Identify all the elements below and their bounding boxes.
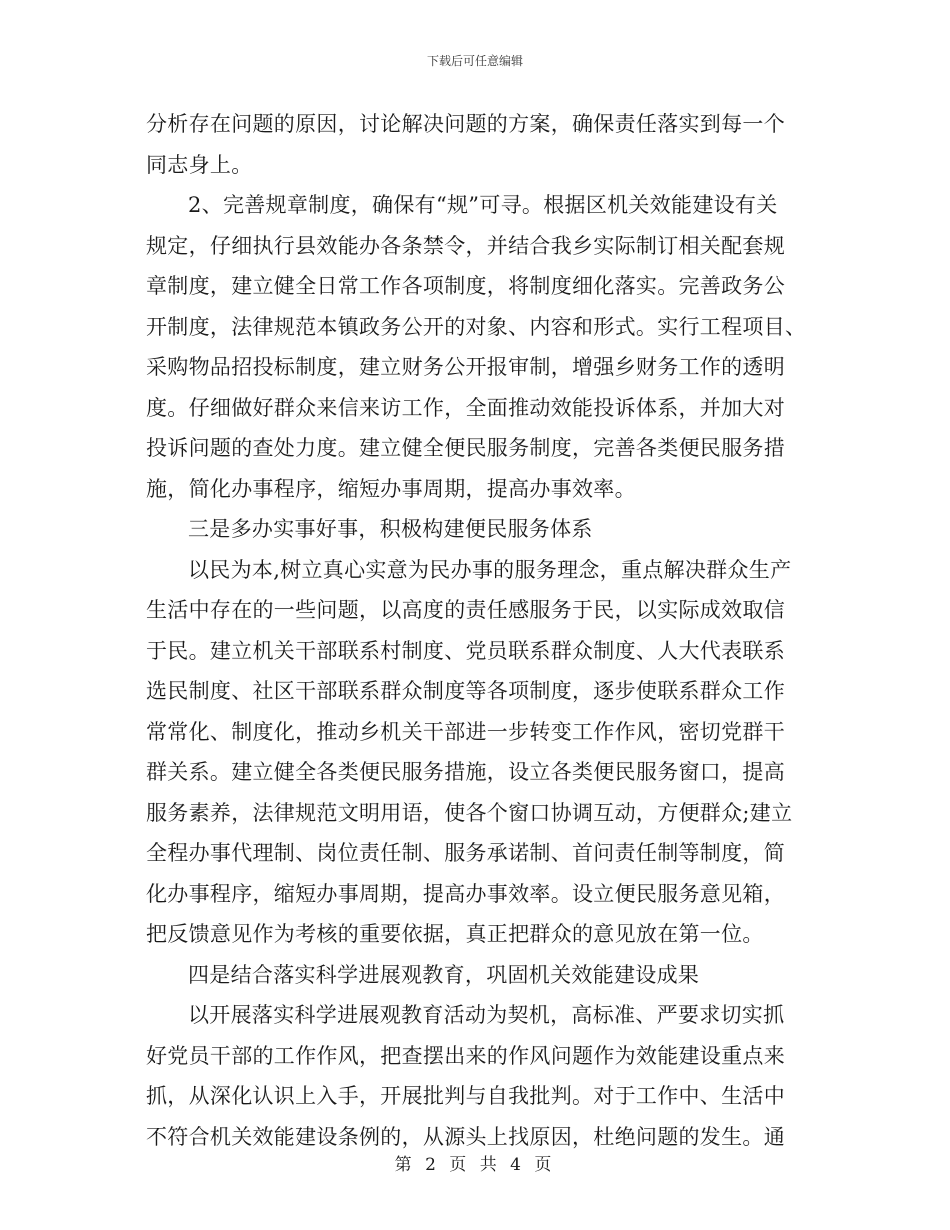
text-line: 选民制度、社区干部联系群众制度等各项制度，逐步使联系群众工作 — [146, 679, 785, 703]
text-line: 生活中存在的一些问题，以高度的责任感服务于民，以实际成效取信 — [146, 598, 785, 622]
text-line: 分析存在问题的原因，讨论解决问题的方案，确保责任落实到每一个 — [146, 112, 785, 136]
text-line: 以开展落实科学进展观教育活动为契机，高标准、严要求切实抓 — [188, 1003, 785, 1027]
document-body — [146, 104, 808, 1157]
text-line: 采购物品招投标制度，建立财务公开报审制，增强乡财务工作的透明 — [146, 355, 785, 379]
text-line: 规定，仔细执行县效能办各条禁令，并结合我乡实际制订相关配套规 — [146, 233, 785, 258]
page-footer: 第 2 页 共 4 页 — [394, 1155, 556, 1175]
text-line: 度。仔细做好群众来信来访工作，全面推动效能投诉体系，并加大对 — [146, 395, 785, 420]
text-line: 四是结合落实科学进展观教育，巩固机关效能建设成果 — [188, 962, 700, 987]
text-line: 2、完善规章制度，确保有“规”可寻。根据区机关效能建设有关 — [188, 193, 778, 217]
text-line: 常常化、制度化，推动乡机关干部进一步转变工作作风，密切党群干 — [146, 719, 785, 744]
text-line: 以民为本,树立真心实意为民办事的服务理念，重点解决群众生产 — [188, 557, 792, 582]
page-header: 下载后可任意编辑 — [426, 54, 523, 68]
text-line: 三是多办实事好事，积极构建便民服务体系 — [188, 517, 593, 541]
text-line: 好党员干部的工作作风，把查摆出来的作风问题作为效能建设重点来 — [146, 1043, 785, 1068]
text-line: 服务素养，法律规范文明用语，使各个窗口协调互动，方便群众;建立 — [146, 800, 793, 825]
text-line: 抓，从深化认识上入手，开展批判与自我批判。对于工作中、生活中 — [146, 1084, 785, 1108]
text-line: 不符合机关效能建设条例的，从源头上找原因，杜绝问题的发生。通 — [146, 1124, 785, 1149]
text-line: 投诉问题的查处力度。建立健全便民服务制度，完善各类便民服务措 — [146, 436, 785, 460]
text-line: 章制度，建立健全日常工作各项制度，将制度细化落实。完善政务公 — [146, 274, 785, 298]
text-line: 全程办事代理制、岗位责任制、服务承诺制、首问责任制等制度，简 — [146, 841, 785, 865]
text-line: 于民。建立机关干部联系村制度、党员联系群众制度、人大代表联系 — [146, 638, 785, 663]
text-line: 把反馈意见作为考核的重要依据，真正把群众的意见放在第一位。 — [146, 922, 764, 946]
text-line: 同志身上。 — [146, 152, 253, 177]
text-line: 开制度，法律规范本镇政务公开的对象、内容和形式。实行工程项目、 — [146, 314, 807, 339]
text-line: 化办事程序，缩短办事周期，提高办事效率。设立便民服务意见箱， — [146, 881, 785, 906]
text-line: 群关系。建立健全各类便民服务措施，设立各类便民服务窗口，提高 — [146, 760, 785, 784]
text-line: 施，简化办事程序，缩短办事周期，提高办事效率。 — [146, 476, 636, 501]
